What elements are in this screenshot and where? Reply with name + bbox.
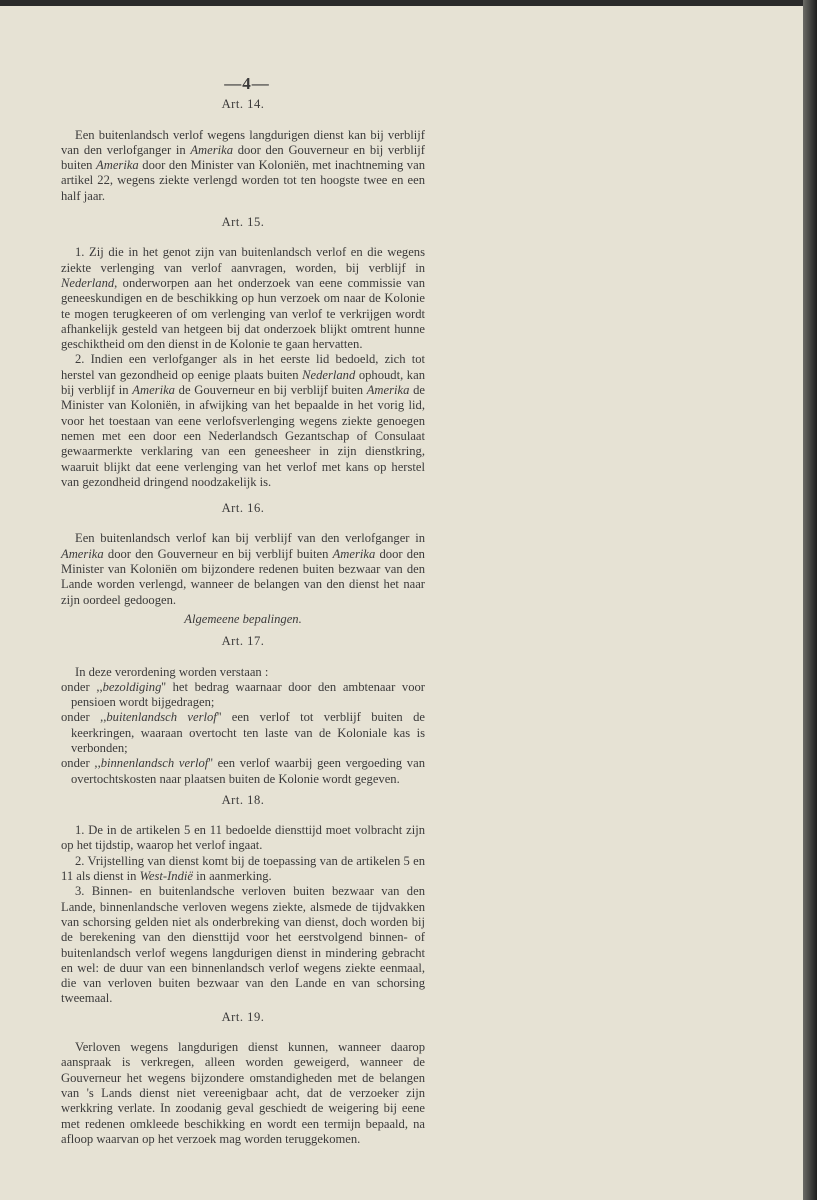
- article-18-paragraph-2: 2. Vrijstelling van dienst komt bij de toepassing van de artikelen 5 en 11 als dienst in West-Indië in aanmerking.: [61, 853, 425, 884]
- article-16-heading: Art. 16.: [221, 501, 265, 516]
- document-page: [0, 6, 803, 1200]
- article-16-paragraph: Een buitenlandsch verlof kan bij verblijf van den verlofganger in Amerika door den Gouverneur en bij verblijf buiten Amerika door den Minister van Koloniën om bijzondere redenen buiten bezwaar van den Lande worden verlengd, wanneer de belangen van den dienst het naar zijn oordeel gedoogen.: [61, 531, 425, 607]
- definition-item: onder ,,bezoldiging'' het bedrag waarnaar door den ambtenaar voor pensioen wordt bijgedragen;: [61, 679, 425, 710]
- article-19-paragraph: Verloven wegens langdurigen dienst kunnen, wanneer daarop aanspraak is verkregen, alleen worden geweigerd, wanneer de Gouverneur het wegens bijzondere omstandigheden met de belangen van 's Lands dienst niet vereenigbaar acht, dat de verzoeker zijn werkkring verlate. In zoodanig geval geschiedt de weigering bij eene met redenen omkleede beschikking en wordt een termijn bepaald, na afloop waarvan op het verzoek mag worden teruggekomen.: [61, 1040, 425, 1146]
- definition-item: onder ,,binnenlandsch verlof'' een verlof waarbij geen vergoeding van overtochtskosten naar plaatsen buiten de Kolonie wordt gegeven.: [61, 756, 425, 786]
- article-18-paragraph-3: 3. Binnen- en buitenlandsche verloven buiten bezwaar van den Lande, binnenlandsche verloven wegens ziekte, alsmede de tijdvakken van schorsing gelden niet als onderbreking van dienst, doch worden bij de berekening van den diensttijd voor het eerstvolgend binnen- of buitenlandsch verlof wegens langdurigen dienst in mindering gebracht en wel: de duur van een binnenlandsch verlof wegens ziekte eenmaal, die van verloven buiten bezwaar van den Lande en van schorsing tweemaal.: [61, 884, 425, 1006]
- page-number: —4—: [224, 74, 270, 93]
- article-15-paragraph-2: 2. Indien een verlofganger als in het eerste lid bedoeld, zich tot herstel van gezondheid op eenige plaats buiten Nederland ophoudt, kan bij verblijf in Amerika de Gouverneur en bij verblijf buiten Amerika de Minister van Koloniën, in afwijking van het bepaalde in het vorig lid, voor het toestaan van eene verlofsverlenging wegens ziekte genoegen nemen met een door een Nederlandsch Gezantschap of Consulaat gewaarmerkte verklaring van een geneesheer in zijn dienstkring, waaruit blijkt dat eene verlenging van het verlof met kans op herstel van gezondheid dringend noodzakelijk is.: [61, 352, 425, 489]
- definition-item: onder ,,buitenlandsch verlof'' een verlof tot verblijf buiten de keerkringen, waaraan overtocht ten laste van de Koloniale kas is verbonden;: [61, 710, 426, 755]
- text-column: [61, 76, 425, 1158]
- article-18-heading: Art. 18.: [221, 792, 265, 807]
- article-17-heading: Art. 17.: [221, 634, 265, 649]
- article-14-paragraph: Een buitenlandsch verlof wegens langdurigen dienst kan bij verblijf van den verlofganger in Amerika door den Gouverneur en bij verblijf buiten Amerika door den Minister van Koloniën, met inachtneming van artikel 22, wegens ziekte verlengd worden tot ten hoogste twee en een half jaar.: [61, 127, 425, 203]
- article-14-heading: Art. 14.: [221, 97, 265, 112]
- article-19-heading: Art. 19.: [221, 1009, 265, 1024]
- general-provisions-heading: Algemeene bepalingen.: [184, 611, 302, 626]
- article-17-intro: In deze verordening worden verstaan :: [75, 664, 269, 679]
- article-15-paragraph-1: 1. Zij die in het genot zijn van buitenlandsch verlof en die wegens ziekte verlenging van verlof aanvragen, worden, bij verblijf in Nederland, onderworpen aan het onderzoek van eene commissie van geneeskundigen en de beschikking op hun verzoek om naar de Kolonie te mogen terugkeeren of om verlenging van verlof te verkrijgen wordt afhankelijk gesteld van hetgeen bij dat onderzoek blijkt omtrent hunne geschiktheid om den dienst in de Kolonie te gaan hervatten.: [61, 245, 425, 352]
- article-15-heading: Art. 15.: [221, 215, 265, 230]
- article-18-paragraph-1: 1. De in de artikelen 5 en 11 bedoelde diensttijd moet volbracht zijn op het tijdstip, waarop het verlof ingaat.: [61, 823, 425, 853]
- page-edge-shadow: [803, 0, 817, 1200]
